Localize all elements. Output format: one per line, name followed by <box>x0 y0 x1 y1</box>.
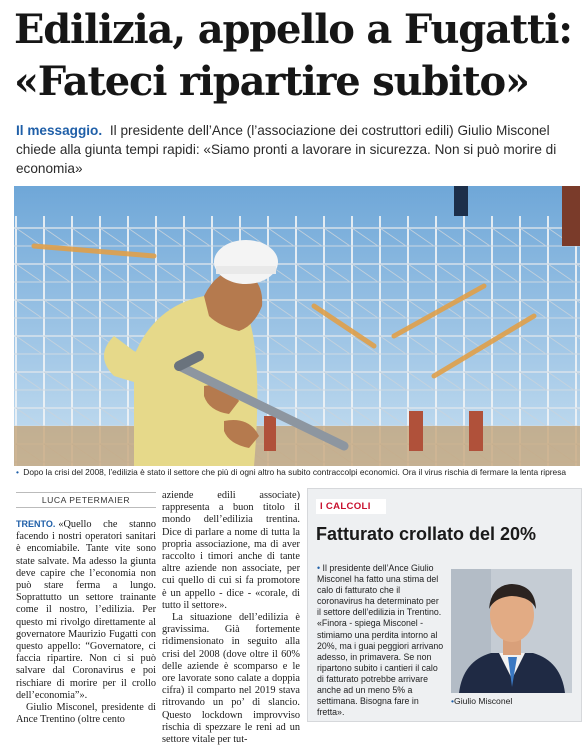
article-paragraph <box>16 518 156 702</box>
byline: LUCA PETERMAIER <box>16 492 156 508</box>
sidebar-bullet: • <box>317 563 321 573</box>
portrait-caption <box>451 696 572 706</box>
sidebar-title: Fatturato crollato del 20% <box>316 524 537 544</box>
article-paragraph: Giulio Misconel, presidente di Ance Trentino (oltre cento <box>16 702 156 726</box>
portrait-photo <box>451 569 572 693</box>
sidebar-box <box>307 488 582 722</box>
portrait-caption-text: Giulio Misconel <box>454 696 513 706</box>
headline-line-2: «Fateci ripartire subito» <box>14 58 529 105</box>
article-column-1 <box>16 518 156 726</box>
sidebar-text <box>317 563 445 718</box>
article-paragraph: La situazione dell’edilizia è gravissima. Già fortemente ridimensionato in seguito alla crisi del 2008 (dove oltre il 60% delle aziende è scomparso e le ore lavorate sono calate a doppia cifra) il comparto nel 2019 stava ritrovando un po’ di slancio. Questo lockdown improvviso rischia di spezzare le reni ad un settore vitale per tut- <box>162 612 300 746</box>
caption-text: Dopo la crisi del 2008, l’edilizia è stato il settore che più di ogni altro ha subito contraccolpi economici. Ora il virus rischia di fermare la lenta ripresa <box>23 467 567 477</box>
construction-photo <box>14 186 580 466</box>
subhead-kicker: Il messaggio. <box>16 123 103 138</box>
construction-photo-illustration <box>14 186 580 466</box>
subhead-text: Il presidente dell’Ance (l’associazione dei costruttori edili) Giulio Misconel chiede alla giunta tempi rapidi: «Siamo pronti a lavorare in sicurezza. Non si può morire di economia» <box>16 123 557 176</box>
sidebar-label: I CALCOLI <box>316 499 386 514</box>
caption-bullet: • <box>16 467 19 477</box>
subhead <box>16 121 578 178</box>
portrait-caption-bullet: • <box>451 696 455 706</box>
portrait-illustration <box>451 569 572 693</box>
dateline: TRENTO. <box>16 519 56 529</box>
article-paragraph: aziende edili associate) rappresenta a buon titolo il mondo dell’edilizia trentina. Dice di parlare a nome di tutta la propria associazione, ma di aver raccolto i timori anche di tante altre aziende non associate, per cui quello di cui si fa promotore è un appello - dice - «corale, di tutto il settore». <box>162 490 300 611</box>
headline <box>14 4 580 108</box>
article-text: «Quello che stanno facendo i nostri operatori sanitari è encomiabile. Tante vite sono state salvate. Ma adesso la giunta deve capire che l’economia non può stare ferma a lungo. Soprattutto un settore trainante come il nostro, l’edilizia. Per questo mi rivolgo direttamente al governatore Maurizio Fugatti con questo appello: “Governatore, ci faccia ripartire. Non ci si può salvare dal Coronavirus e poi rischiare di morire per il crollo dell’economia”». <box>16 519 156 701</box>
article-column-2 <box>162 490 300 746</box>
sidebar-body: Il presidente dell’Ance Giulio Misconel ha fatto una stima del calo di fatturato che il coronavirus ha determinato per il settore dell’edilizia in Trentino. «Finora - spiega Misconel - stimiamo una perdita intorno al 20%, ma i guai peggiori arrivano adesso, in primavera. Se non ripartono subito i cantieri il calo di fatturato potrebbe arrivare anche ad un meno 5% a settimana. Bisogna fare in fretta». <box>317 563 444 718</box>
photo-caption <box>16 467 580 478</box>
headline-line-1: Edilizia, appello a Fugatti: <box>14 6 572 53</box>
